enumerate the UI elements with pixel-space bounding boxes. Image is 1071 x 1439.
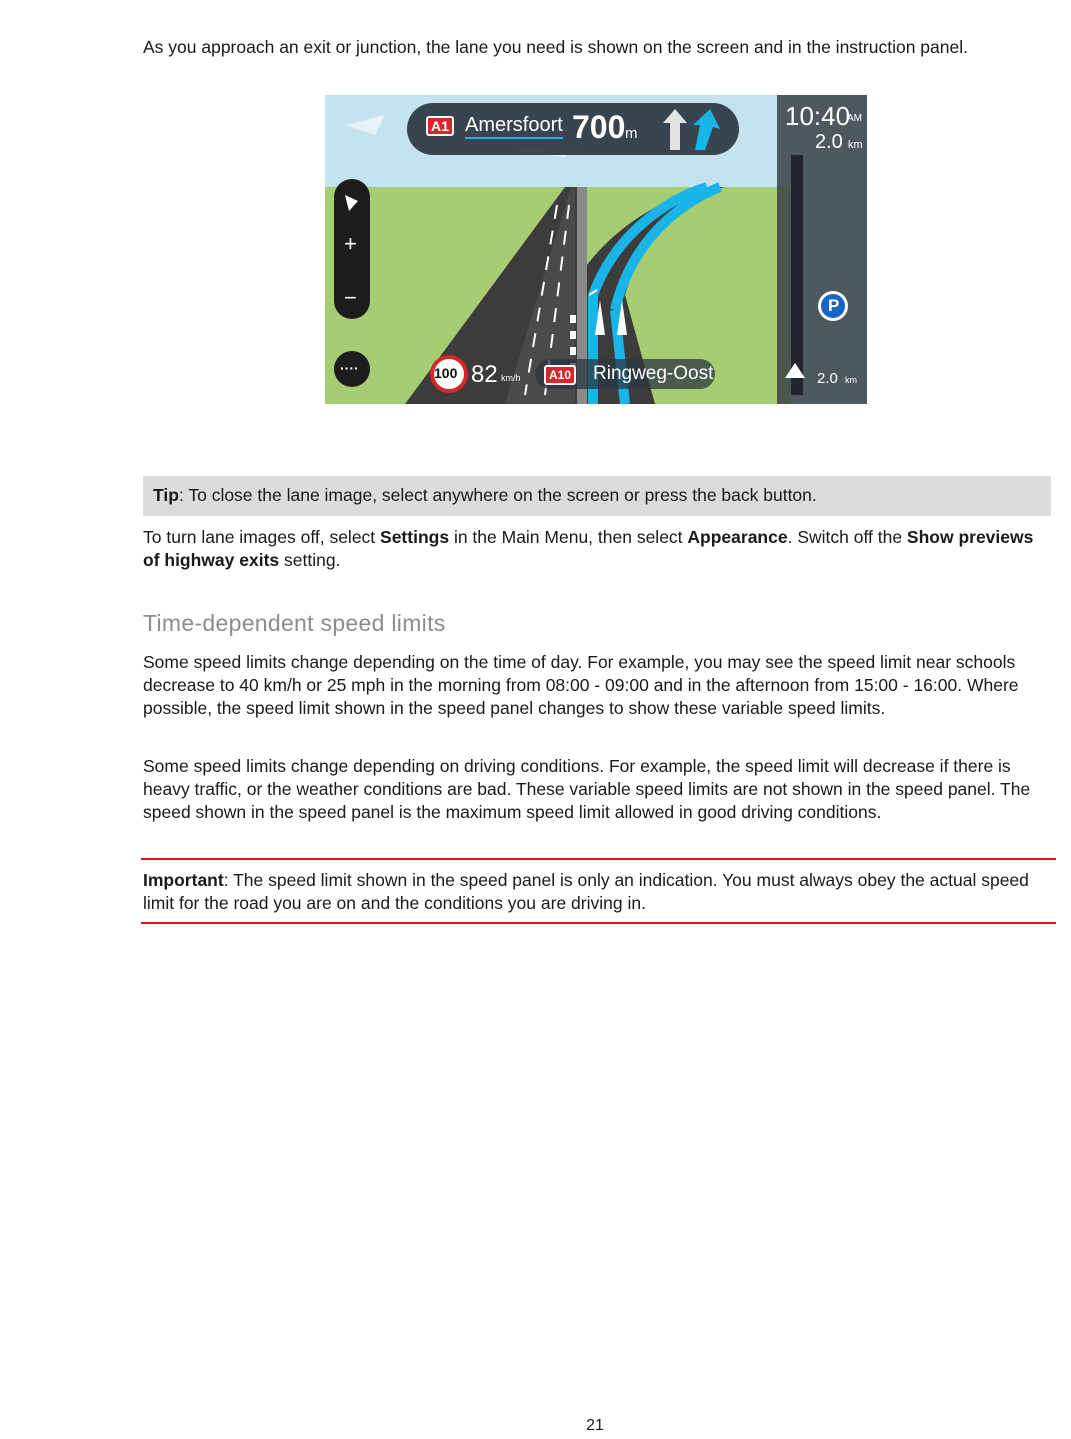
important-text: Important: The speed limit shown in the speed panel is only an indication. You must always obey the actual speed limit for the road you are on and the conditions you are driving in. [143,870,1029,913]
intro-paragraph: As you approach an exit or junction, the lane you need is shown on the screen and in the instruction panel. [143,37,968,57]
clock-time: 10:40 [785,101,851,131]
zoom-out-button[interactable]: − [344,285,357,310]
lane-guidance-screenshot [325,95,867,404]
page-number: 21 [586,1417,604,1434]
current-speed: 82 [471,361,498,388]
street-name: Ringweg-Oost [593,363,714,384]
tip-box [143,476,1051,516]
bottom-distance-unit: km [845,375,857,385]
speed-unit: km/h [501,373,521,383]
distance-to-turn: 700 [572,109,626,145]
a1-road-shield: A1 [426,116,454,136]
speed-limit-value: 100 [434,365,458,381]
zoom-in-button[interactable]: + [344,231,357,256]
parking-icon: P [828,296,840,315]
a10-road-shield: A10 [544,365,576,385]
distance-unit: m [625,125,638,142]
remaining-distance: 2.0 [815,131,843,153]
menu-dots-icon[interactable]: ···· [340,360,359,376]
turn-off-paragraph: To turn lane images off, select Settings in the Main Menu, then select Appearance. Switch off the Show previews of highway exits setting. [143,527,1034,570]
bottom-distance: 2.0 [817,370,838,387]
destination-name: Amersfoort [465,113,563,139]
section-title: Time-dependent speed limits [143,610,446,636]
tip-text: Tip: To close the lane image, select anywhere on the screen or press the back button. [153,485,817,505]
tip-label: Tip [153,485,179,505]
clock-suffix: AM [847,113,862,124]
route-bar [791,155,803,395]
important-label: Important [143,870,224,890]
important-box [141,858,1056,924]
remaining-distance-unit: km [848,139,863,151]
driving-conditions-paragraph: Some speed limits change depending on driving conditions. For example, the speed limit will decrease if there is heavy traffic, or the weather conditions are bad. These variable speed limits are not shown in the speed panel. The speed shown in the speed panel is the maximum speed limit allowed in good driving conditions. [143,756,1031,822]
time-dependent-paragraph: Some speed limits change depending on the time of day. For example, you may see the speed limit near schools decrease to 40 km/h or 25 mph in the morning from 08:00 - 09:00 and in the afternoon from 15:00 - 16:00. Where possible, the speed limit shown in the speed panel changes to show these variable speed limits. [143,652,1019,718]
